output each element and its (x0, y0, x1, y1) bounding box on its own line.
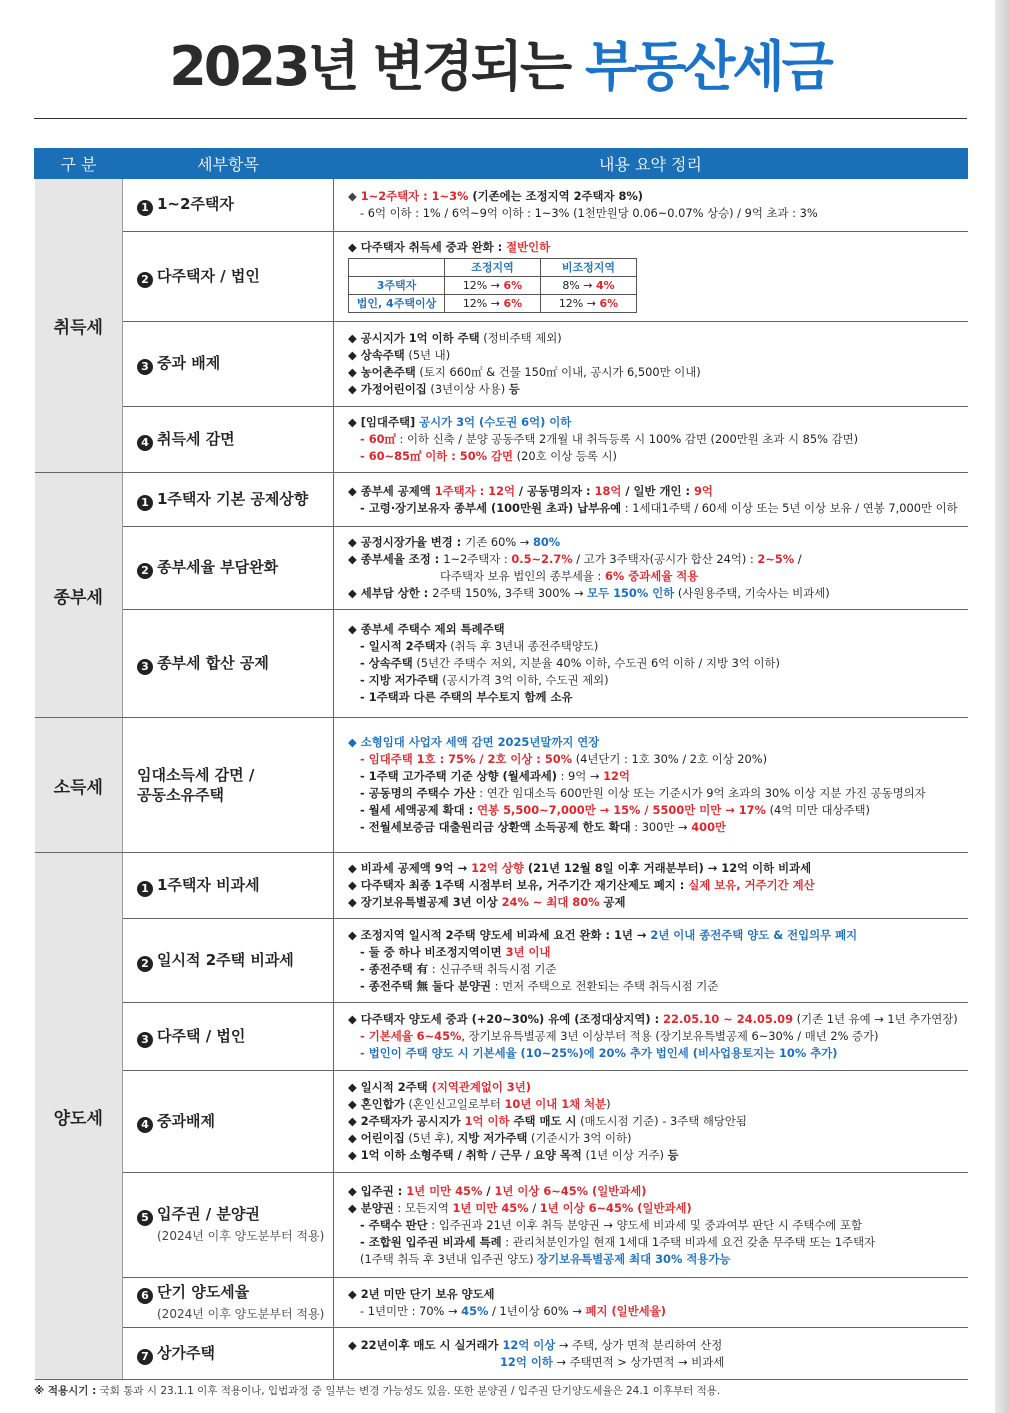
text: 0.5~2.7% (511, 552, 573, 566)
summary-line (348, 330, 964, 347)
text: - 1년미만 : 70% → (360, 1303, 462, 1318)
summary-line (348, 802, 964, 819)
text: 12% → (462, 278, 504, 292)
summary-line (348, 785, 964, 802)
text: 6% (503, 296, 523, 310)
text: 12억 (603, 769, 630, 783)
number-badge: 7 (137, 1349, 153, 1365)
text: 6% (503, 278, 523, 292)
text: - 상속주택 (360, 656, 413, 670)
item-text: 취득세 감면 (157, 429, 235, 448)
text: 1~2주택자 : (443, 552, 512, 566)
text: (공시가격 3억 이하, 수도권 제외) (438, 673, 609, 687)
footnote-label: ※ 적용시기 : (34, 1385, 97, 1397)
title-text: 2023년 변경되는 (169, 35, 570, 98)
summary-line (348, 1251, 964, 1268)
category-income-tax: 소득세 (35, 718, 123, 853)
text: 6% 중과세율 적용 (605, 569, 699, 583)
number-badge: 4 (137, 435, 153, 451)
title-divider (34, 118, 967, 119)
item-note: (2024년 이후 양도분부터 적용) (157, 1306, 325, 1321)
text: - 지방 저가주택 (360, 673, 439, 687)
text: 등 (667, 1148, 679, 1162)
item-label (123, 1278, 334, 1328)
text: ◆ 2년 미만 단기 보유 양도세 (348, 1286, 495, 1301)
mini-row-label: 법인, 4주택이상 (349, 294, 445, 312)
item-label (123, 473, 334, 527)
summary-cell (334, 919, 968, 1003)
text: - 60~85㎡ 이하 : 50% 감면 (360, 449, 514, 463)
mini-cell (541, 276, 637, 294)
text: 9억 (694, 483, 713, 498)
text: ◆ 일시적 2주택 (348, 1080, 432, 1094)
rate-mini-table (348, 258, 637, 313)
table-row (35, 1328, 968, 1380)
table-row (35, 718, 968, 853)
summary-cell (334, 718, 968, 853)
summary-line (348, 944, 964, 961)
summary-line (348, 483, 964, 500)
summary-line (348, 860, 964, 877)
text: 3년 이내 (505, 944, 551, 959)
mini-cell (541, 294, 637, 312)
text: → 주택면적 > 상가면적 → 비과세 (552, 1354, 725, 1369)
summary-line (348, 1217, 964, 1234)
text: (20호 이상 등록 시) (513, 449, 617, 463)
table-row (35, 232, 968, 322)
mini-row-label: 3주택자 (349, 276, 445, 294)
summary-line (348, 1130, 964, 1147)
text: : 9억 → (556, 769, 604, 783)
text: 공제 (599, 895, 626, 909)
number-badge: 6 (137, 1288, 153, 1304)
header-summary: 내용 요약 정리 (334, 149, 968, 179)
summary-cell (334, 1278, 968, 1328)
table-row (35, 610, 968, 718)
summary-cell (334, 232, 968, 322)
summary-line (348, 894, 964, 911)
text: (21년 12월 8일 이후 거래분부터) → 12억 이하 비과세 (523, 861, 812, 875)
number-badge: 5 (137, 1210, 153, 1226)
text: ◆ 2주택자가 공시지가 (348, 1114, 465, 1128)
item-text: 종부세 합산 공제 (157, 653, 269, 672)
text: 폐지 (일반세율) (585, 1303, 666, 1318)
text: ) (606, 1097, 611, 1111)
summary-line (348, 1147, 964, 1164)
summary-line (348, 877, 964, 894)
summary-line (348, 188, 964, 205)
item-text: 1주택자 비과세 (157, 875, 260, 894)
text: ◆ 비과세 공제액 9억 → (348, 861, 472, 875)
text: 기존 60% → (465, 535, 533, 549)
text: / 일반 개인 : (621, 483, 694, 498)
table-row (35, 853, 968, 919)
item-label (123, 853, 334, 919)
text: - 종전주택 有 (360, 961, 429, 976)
item-text: 입주권 / 분양권 (157, 1205, 260, 1223)
empty-cell (349, 258, 445, 276)
text: , 장기보유특별공제 3년 이상부터 적용 (장기보유특별공제 6~30% / 매년 2% 증가) (461, 1029, 879, 1043)
summary-line (348, 1303, 964, 1320)
summary-line (348, 1337, 964, 1354)
text: : 먼저 주택으로 전환되는 주택 취득시점 기준 (491, 978, 719, 993)
table-row (35, 1173, 968, 1278)
bullet: ◆ (348, 189, 357, 203)
text: - 조합원 입주권 비과세 특례 (360, 1234, 502, 1249)
text: 연봉 5,500~7,000만 → 15% / 5500만 미만 → 17% (477, 803, 766, 817)
text: (5년 후), (404, 1131, 458, 1145)
summary-line (348, 751, 964, 768)
summary-line (348, 1011, 964, 1028)
text: (기준시가 3억 이하) (527, 1131, 632, 1145)
text: ◆ 상속주택 (348, 348, 405, 362)
text: 2~5% (757, 552, 795, 566)
summary-line (348, 1354, 964, 1371)
summary-line (348, 431, 964, 448)
text: → 주택, 상가 면적 분리하여 산정 (555, 1337, 723, 1352)
text: 1년 미만 45% (406, 1183, 483, 1198)
text: ◆ 종부세 공제액 (348, 483, 435, 498)
item-label (123, 1173, 334, 1278)
text: 주택 매도 시 (509, 1114, 577, 1128)
text: : 모든지역 (393, 1200, 453, 1215)
table-row (35, 1278, 968, 1328)
text: 다주택자 보유 법인의 종부세율 : (440, 569, 605, 583)
text: - 전월세보증금 대출원리금 상환액 소득공제 한도 확대 (360, 820, 631, 834)
text: 1~2주택자 : 1~3% (360, 189, 469, 203)
text: ◆ 공정시장가율 변경 : (348, 535, 466, 549)
summary-cell (334, 527, 968, 610)
text: (1년 이상 거주) (581, 1148, 668, 1162)
item-label (123, 1071, 334, 1173)
text: ◆ 다주택자 취득세 중과 완화 : (348, 239, 507, 254)
text: ◆ 1억 이하 소형주택 / 취학 / 근무 / 요양 목적 (348, 1148, 582, 1162)
summary-line (348, 655, 964, 672)
text: 4% (595, 278, 615, 292)
item-note: (2024년 이후 양도분부터 적용) (157, 1229, 325, 1243)
text: 12% → (462, 296, 504, 310)
text: (기존 1년 유예 → 1년 추가연장) (793, 1012, 958, 1026)
text: - 기본세율 6~45% (360, 1029, 462, 1043)
summary-line (348, 1234, 964, 1251)
item-label (123, 322, 334, 407)
text: - 일시적 2주택자 (360, 639, 447, 653)
category-comprehensive-tax: 종부세 (35, 473, 123, 718)
text: - 1주택과 다른 주택의 부수토지 함께 소유 (360, 690, 573, 704)
text: : 관리처분인가일 현재 1세대 1주택 비과세 요건 갖춘 무주택 또는 1주택자 (501, 1234, 876, 1249)
item-text: 중과배제 (157, 1111, 215, 1130)
number-badge: 3 (137, 1032, 153, 1048)
page-title (0, 24, 1000, 101)
text: ◆ 종부세율 조정 : (348, 552, 444, 566)
text: : 300만 → (630, 820, 692, 834)
category-capital-gains-tax: 양도세 (35, 853, 123, 1380)
summary-line (348, 347, 964, 364)
summary-line (348, 1096, 964, 1113)
text: 2주택 150%, 3주택 300% → (432, 586, 588, 600)
summary-line (348, 1113, 964, 1130)
text: 1주택자 : 12억 (434, 483, 515, 498)
text: - 공동명의 주택수 가산 (360, 786, 476, 800)
text: : 1세대1주택 / 60세 이상 또는 5년 이상 보유 / 연봉 7,000만 이하 (621, 500, 958, 515)
summary-line (348, 961, 964, 978)
footnote-text: 국회 통과 시 23.1.1 이후 적용이나, 입법과정 중 일부는 변경 가능성도 있음. 또한 분양권 / 입주권 단기양도세율은 24.1 이후부터 적용. (96, 1385, 721, 1397)
text: - 임대주택 1호 : 75% / 2호 이상 : 50% (360, 752, 573, 766)
item-text: 다주택자 / 법인 (157, 266, 260, 285)
text: 실제 보유, 거주기간 계산 (688, 878, 815, 892)
text: ◆ 공시지가 1억 이하 주택 (348, 331, 480, 345)
item-label (123, 179, 334, 232)
text: 지방 저가주택 (457, 1131, 528, 1145)
text: (기존에는 조정지역 2주택자 8%) (472, 189, 644, 203)
summary-line (348, 819, 964, 836)
text: / (482, 1183, 495, 1198)
header-item: 세부항목 (123, 149, 334, 179)
table-row (35, 527, 968, 610)
footnote (34, 1383, 720, 1398)
text: ◆ 종부세 주택수 제외 특례주택 (348, 622, 505, 636)
text: ◆ 소형임대 사업자 세액 감면 2025년말까지 연장 (348, 735, 600, 749)
text: 12억 상향 (471, 861, 524, 875)
item-label (123, 919, 334, 1003)
text: 80% (532, 535, 561, 549)
text: ◆ 혼인합가 (348, 1097, 405, 1111)
summary-cell (334, 610, 968, 718)
text: 1년 미만 45% (452, 1200, 529, 1215)
item-text: 종부세율 부담완화 (157, 558, 279, 576)
summary-line (348, 978, 964, 995)
number-badge: 3 (137, 359, 153, 375)
item-label (123, 527, 334, 610)
item-text: 단기 양도세율 (157, 1282, 250, 1301)
text: (5년간 주택수 저외, 지분율 40% 이하, 수도권 6억 이하 / 지방 3억 이하) (412, 656, 780, 670)
text: / (528, 1200, 540, 1215)
mini-header: 비조정지역 (541, 258, 637, 276)
text: (사원용주택, 기숙사는 비과세) (674, 586, 830, 600)
table-header (35, 149, 968, 179)
text: 10년 이내 1채 처분 (504, 1097, 607, 1111)
text: (매도시점 기준) - 3주택 해당안됨 (576, 1114, 747, 1128)
text: 공시가 3억 (수도권 6억) 이하 (419, 415, 572, 429)
text: - 60㎡ (360, 432, 396, 446)
text: 모두 150% 인하 (587, 586, 675, 600)
text: : 연간 임대소득 600만원 이상 또는 기준시가 9억 초과의 30% 이상 지분 가진 공동명의자 (475, 786, 926, 800)
text: ◆ 어린이집 (348, 1131, 405, 1145)
summary-cell (334, 473, 968, 527)
text: (취득 후 3년내 종전주택양도) (446, 639, 599, 653)
summary-line (348, 768, 964, 785)
text: / 공동명의자 : (514, 483, 595, 498)
number-badge: 1 (137, 495, 153, 511)
summary-cell (334, 853, 968, 919)
text: - 고령·장기보유자 종부세 (100만원 초과) 납부유예 (360, 500, 622, 515)
text: : 이하 신축 / 분양 공동주택 2개월 내 취득등록 시 100% 감면 (200만원 초과 시 85% 감면) (395, 432, 859, 446)
summary-line (348, 1200, 964, 1217)
text: 45% (461, 1303, 489, 1318)
summary-line (348, 551, 964, 568)
text: (5년 내) (404, 348, 451, 362)
summary-line (348, 585, 964, 602)
item-text: 일시적 2주택 비과세 (157, 950, 294, 969)
text: - 종전주택 無 둘다 분양권 (360, 978, 492, 993)
text: - 월세 세액공제 확대 : (360, 803, 478, 817)
mini-cell (445, 276, 541, 294)
summary-line (348, 638, 964, 655)
summary-line (348, 414, 964, 431)
tax-table (34, 148, 968, 1380)
text: ◆ 가정어린이집 (348, 382, 427, 396)
text: ◆ 조정지역 일시적 2주택 양도세 비과세 요건 완화 : 1년 → (348, 927, 651, 942)
item-text: 1주택자 기본 공제상향 (157, 489, 309, 508)
summary-cell (334, 1328, 968, 1380)
text: 장기보유특별공제 최대 30% 적용가능 (537, 1251, 731, 1266)
table-row (35, 179, 968, 232)
table-row (35, 473, 968, 527)
text: / 고가 3주택자(공시가 합산 24억) : (572, 552, 758, 566)
text: 절반인하 (506, 239, 551, 254)
summary-line (348, 1028, 964, 1045)
text: / (794, 552, 802, 566)
text: ◆ 농어촌주택 (348, 365, 416, 379)
text: 2년 이내 종전주택 양도 & 전입의무 폐지 (650, 927, 858, 942)
text: - 6억 이하 : 1% / 6억~9억 이하 : 1~3% (1천만원당 0.06~0.07% 상승) / 9억 초과 : 3% (360, 206, 818, 220)
text: 등 (508, 382, 520, 396)
item-text: 공동소유주택 (137, 786, 224, 804)
summary-line (348, 1183, 964, 1200)
text: 1년 이상 6~45% (일반과세) (494, 1183, 647, 1198)
number-badge: 2 (137, 272, 153, 288)
summary-cell (334, 1173, 968, 1278)
text: ◆ 분양권 (348, 1200, 394, 1215)
title-highlight: 부동산세금 (584, 35, 831, 98)
text: - 둘 중 하나 비조정지역이면 (360, 944, 506, 959)
item-text: 상가주택 (157, 1343, 215, 1362)
summary-line (348, 1079, 964, 1096)
text: (4년단기 : 1호 30% / 2호 이상 20%) (572, 752, 768, 766)
number-badge: 3 (137, 659, 153, 675)
item-label (123, 718, 334, 853)
summary-cell (334, 1003, 968, 1071)
table-row (35, 1003, 968, 1071)
text: 12억 이하 (500, 1354, 553, 1369)
summary-line (348, 448, 964, 465)
mini-header: 조정지역 (445, 258, 541, 276)
summary-line (348, 927, 964, 944)
summary-line (348, 364, 964, 381)
summary-line (348, 381, 964, 398)
text: 18억 (594, 483, 622, 498)
summary-line (348, 500, 964, 517)
text: : 신규주택 취득시점 기준 (428, 961, 557, 976)
summary-cell (334, 407, 968, 473)
item-text: 임대소득세 감면 / (137, 766, 255, 784)
item-label (123, 610, 334, 718)
text: (4억 미만 대상주택) (765, 803, 870, 817)
table-row (35, 407, 968, 473)
number-badge: 1 (137, 200, 153, 216)
item-label (123, 232, 334, 322)
text: ◆ 다주택자 양도세 중과 (+20~30%) 유예 (조정대상지역) : (348, 1012, 664, 1026)
text: - 주택수 판단 (360, 1217, 428, 1232)
text: 22.05.10 ~ 24.05.09 (663, 1012, 794, 1026)
text: 1억 이하 (464, 1114, 510, 1128)
table-row (35, 1071, 968, 1173)
item-label (123, 1003, 334, 1071)
text: ◆ [임대주택] (348, 415, 420, 429)
summary-line (348, 672, 964, 689)
summary-line (348, 534, 964, 551)
text: ◆ 다주택자 최종 1주택 시점부터 보유, 거주기간 재기산제도 폐지 : (348, 878, 689, 892)
text: - 법인이 주택 양도 시 기본세율 (10~25%)에 20% 추가 법인세 (비사업용토지는 10% 추가) (360, 1046, 838, 1060)
text: / 1년이상 60% → (488, 1303, 586, 1318)
text: (토지 660㎡ & 건물 150㎡ 이내, 공시가 6,500만 이내) (415, 365, 701, 379)
text: - 1주택 고가주택 기준 상향 (월세과세) (360, 769, 557, 783)
item-label (123, 407, 334, 473)
text: 12억 이상 (502, 1337, 556, 1352)
header-category: 구 분 (35, 149, 123, 179)
text: ◆ 장기보유특별공제 3년 이상 (348, 895, 502, 909)
item-text: 중과 배제 (157, 354, 221, 372)
text: 12% → (558, 296, 600, 310)
number-badge: 4 (137, 1117, 153, 1133)
text: ◆ 세부담 상한 : (348, 586, 433, 600)
summary-cell (334, 1071, 968, 1173)
text: (3년이상 사용) (426, 382, 509, 396)
text: (정비주택 제외) (479, 331, 562, 345)
item-text: 다주택 / 법인 (157, 1026, 246, 1045)
summary-line (348, 239, 964, 256)
text: (혼인신고일로부터 (404, 1097, 505, 1111)
number-badge: 2 (137, 563, 153, 579)
text: : 입주권과 21년 이후 취득 분양권 → 양도세 비과세 및 중과여부 판단 시 주택수에 포함 (427, 1217, 862, 1232)
number-badge: 1 (137, 881, 153, 897)
text: 8% → (562, 278, 596, 292)
text: 24% ~ 최대 80% (501, 895, 600, 909)
table-row (35, 322, 968, 407)
summary-cell (334, 322, 968, 407)
table-row (35, 919, 968, 1003)
text: 400만 (691, 820, 727, 834)
item-text: 1~2주택자 (157, 195, 234, 213)
category-acquisition-tax: 취득세 (35, 179, 123, 473)
item-label (123, 1328, 334, 1380)
text: 6% (599, 296, 619, 310)
text: 1년 이상 6~45% (일반과세) (539, 1200, 692, 1215)
summary-cell (334, 179, 968, 232)
text: ◆ 22년이후 매도 시 실거래가 (348, 1337, 503, 1352)
number-badge: 2 (137, 956, 153, 972)
text: (지역관계없이 3년) (431, 1080, 531, 1094)
summary-line (348, 568, 964, 585)
mini-cell (445, 294, 541, 312)
text: ◆ 입주권 : (348, 1183, 407, 1198)
text: (1주택 취득 후 3년내 입주권 양도) (360, 1251, 538, 1266)
page-edge (995, 0, 1009, 1413)
